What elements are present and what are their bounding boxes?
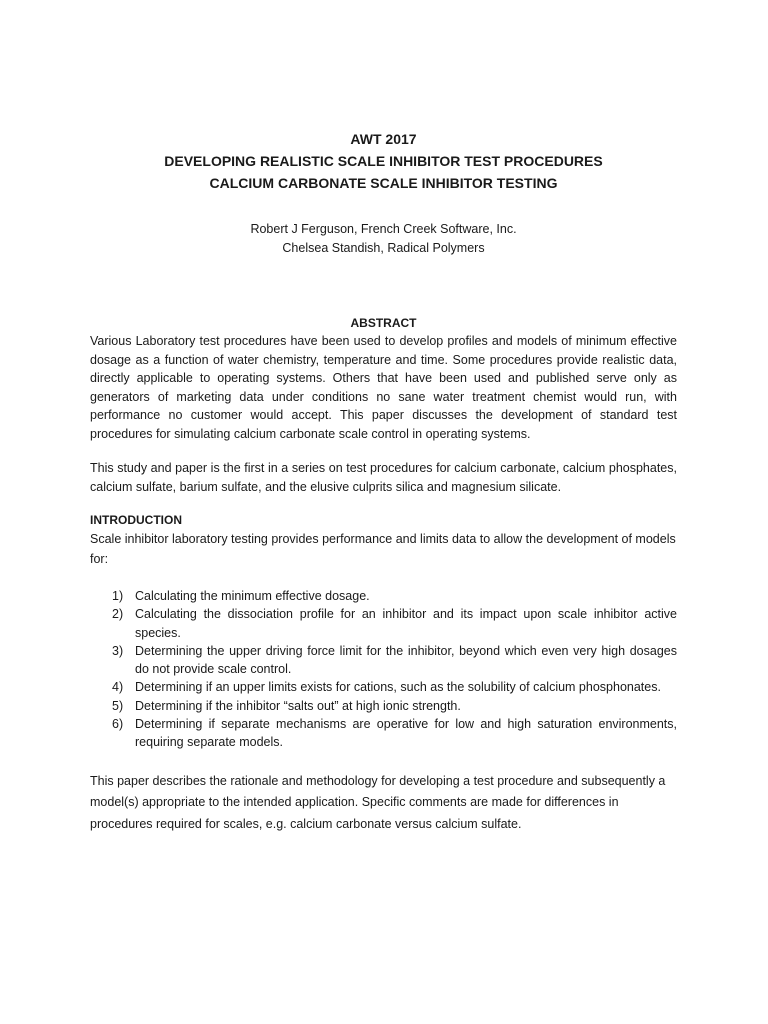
paper-title-line-1: DEVELOPING REALISTIC SCALE INHIBITOR TEST PROCEDURES bbox=[164, 153, 603, 169]
abstract-paragraph: This study and paper is the first in a series on test procedures for calcium carbonate, calcium phosphates, calcium sulfate, barium sulfate, and the elusive culprits silica and magnesium silicate. bbox=[90, 461, 677, 494]
introduction-heading: INTRODUCTION bbox=[90, 513, 182, 527]
list-number: 5) bbox=[112, 698, 124, 713]
list-item-text: Determining the upper driving force limit for the inhibitor, beyond which even very high dosages do not provide scale control. bbox=[135, 643, 677, 677]
author-list bbox=[90, 220, 677, 258]
introduction-lead: Scale inhibitor laboratory testing provides performance and limits data to allow the development of models for: bbox=[90, 532, 676, 566]
paper-page bbox=[90, 128, 677, 848]
list-number: 4) bbox=[112, 680, 124, 695]
list-item bbox=[112, 697, 677, 715]
list-item bbox=[112, 642, 677, 679]
abstract-paragraph: Various Laboratory test procedures have been used to develop profiles and models of minimum effective dosage as a function of water chemistry, temperature and time. Some procedures provide realistic data, directly applicable to operating systems. Others that have been used and published serve only as generators of marketing data under conditions no sane water treatment chemist would run, with performance no customer would accept. This paper discusses the development of standard test procedures for simulating calcium carbonate scale control in operating systems. bbox=[90, 334, 677, 441]
list-number: 6) bbox=[112, 717, 124, 732]
author-line: Chelsea Standish, Radical Polymers bbox=[282, 241, 485, 255]
conference-label: AWT 2017 bbox=[350, 131, 417, 147]
list-item-text: Determining if separate mechanisms are operative for low and high saturation environments, requiring separate models. bbox=[135, 717, 677, 750]
abstract-heading: ABSTRACT bbox=[350, 316, 417, 330]
list-number: 1) bbox=[112, 589, 124, 603]
list-item-text: Determining if the inhibitor “salts out” at high ionic strength. bbox=[135, 698, 461, 713]
list-item bbox=[112, 605, 677, 642]
closing-paragraph: This paper describes the rationale and methodology for developing a test procedure and subsequently a model(s) appropriate to the intended application. Specific comments are made for differences in procedures required for scales, e.g. calcium carbonate versus calcium sulfate. bbox=[90, 773, 666, 831]
author-line: Robert J Ferguson, French Creek Software, Inc. bbox=[250, 222, 517, 236]
list-item bbox=[112, 678, 677, 696]
list-item-text: Calculating the minimum effective dosage. bbox=[135, 589, 370, 603]
paper-title-line-2: CALCIUM CARBONATE SCALE INHIBITOR TESTING bbox=[209, 175, 558, 191]
list-number: 2) bbox=[112, 607, 124, 622]
list-number: 3) bbox=[112, 643, 124, 658]
list-item bbox=[112, 587, 677, 605]
title-block bbox=[90, 128, 677, 194]
list-item-text: Determining if an upper limits exists for cations, such as the solubility of calcium phosphonates. bbox=[135, 680, 661, 695]
model-list bbox=[90, 587, 677, 752]
list-item-text: Calculating the dissociation profile for an inhibitor and its impact upon scale inhibitor active species. bbox=[135, 607, 677, 640]
list-item bbox=[112, 715, 677, 752]
